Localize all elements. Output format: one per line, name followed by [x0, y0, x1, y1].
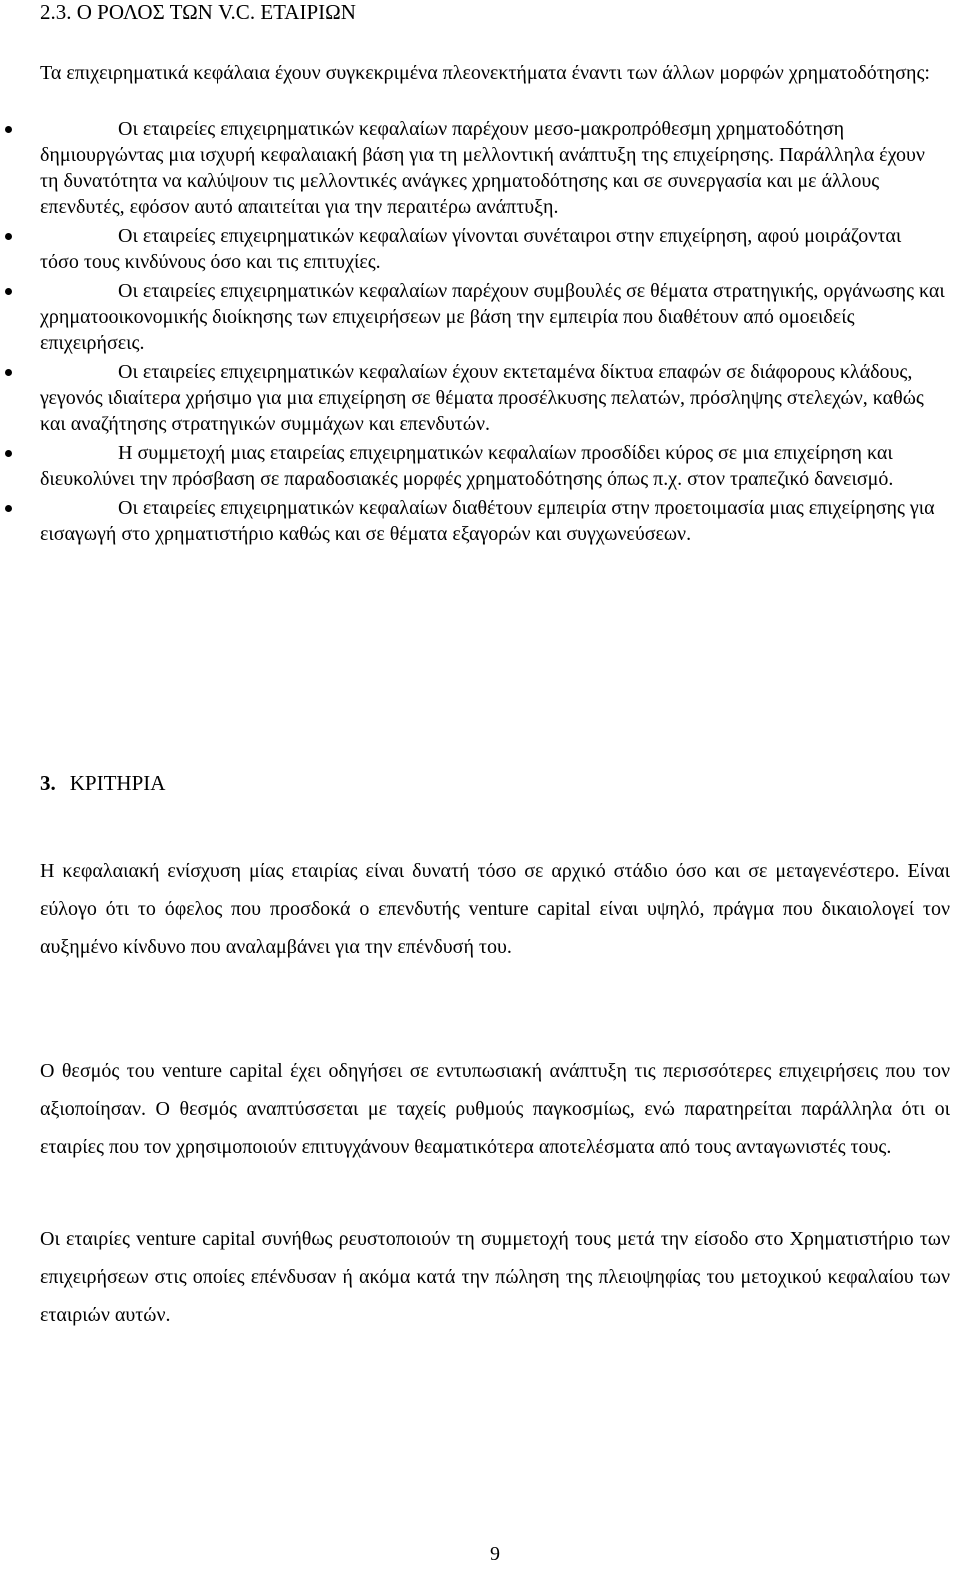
section-title: 2.3. Ο ΡΟΛΟΣ ΤΩΝ V.C. ΕΤΑΙΡΙΩΝ [40, 0, 356, 24]
bullet-dot-icon [5, 233, 12, 240]
list-item-text: Οι εταιρείες επιχειρηματικών κεφαλαίων γίνονται συνέταιροι στην επιχείρηση, αφού μοιράζονται τόσο τους κινδύνους όσο και τις επιτυχίες. [40, 225, 902, 273]
list-item-text: Οι εταιρείες επιχειρηματικών κεφαλαίων παρέχουν μεσο-μακροπρόθεσμη χρηματοδότηση δημιουργώντας μια ισχυρή κεφαλαιακή βάση για τη μελλοντική ανάπτυξη της επιχείρησης. Παράλληλα έχουν τη δυνατότητα να καλύψουν τις μελλοντικές ανάγκες χρηματοδότησης και σε συνεργασία και με άλλους επενδυτές, εφόσον αυτό απαιτείται για την περαιτέρω ανάπτυξη. [40, 118, 925, 218]
bullet-dot-icon [5, 450, 12, 457]
list-item [40, 495, 945, 547]
bullet-dot-icon [5, 288, 12, 295]
body-paragraph: Η κεφαλαιακή ενίσχυση μίας εταιρίας είναι δυνατή τόσο σε αρχικό στάδιο όσο και σε μεταγενέστερο. Είναι εύλογο ότι το όφελος που προσδοκά ο επενδυτής venture capital είναι υψηλό, πράγμα που δικαιολογεί τον αυξημένο κίνδυνο που αναλαμβάνει για την επένδυσή του. [40, 860, 950, 958]
bullet-dot-icon [5, 126, 12, 133]
advantages-list [40, 116, 945, 550]
list-item [40, 278, 945, 356]
section-heading-title: ΚΡΙΤΗΡΙΑ [69, 771, 166, 795]
bullet-dot-icon [5, 505, 12, 512]
list-item-text: Οι εταιρείες επιχειρηματικών κεφαλαίων παρέχουν συμβουλές σε θέματα στρατηγικής, οργάνωσης και χρηματοοικονομικής διοίκησης των επιχειρήσεων με βάση την εμπειρία που διαθέτουν από ομοειδείς επιχειρήσεις. [40, 280, 945, 354]
list-item-text: Η συμμετοχή μιας εταιρείας επιχειρηματικών κεφαλαίων προσδίδει κύρος σε μια επιχείρηση και διευκολύνει την πρόσβαση σε παραδοσιακές μορφές χρηματοδότησης όπως π.χ. στον τραπεζικό δανεισμό. [40, 442, 894, 490]
section-heading-criteria [40, 770, 165, 796]
list-item [40, 223, 945, 275]
list-item [40, 359, 945, 437]
list-item-text: Οι εταιρείες επιχειρηματικών κεφαλαίων διαθέτουν εμπειρία στην προετοιμασία μιας επιχείρησης για εισαγωγή στο χρηματιστήριο καθώς και σε θέματα εξαγορών και συγχωνεύσεων. [40, 497, 935, 545]
intro-paragraph: Τα επιχειρηματικά κεφάλαια έχουν συγκεκριμένα πλεονεκτήματα έναντι των άλλων μορφών χρηματοδότησης: [40, 62, 930, 84]
body-paragraph: Οι εταιρίες venture capital συνήθως ρευστοποιούν τη συμμετοχή τους μετά την είσοδο στο Χρηματιστήριο των επιχειρήσεων στις οποίες επένδυσαν ή ακόμα κατά την πώληση της πλειοψηφίας του μετοχικού κεφαλαίου των εταιριών αυτών. [40, 1228, 950, 1326]
list-item [40, 440, 945, 492]
section-number: 3. [40, 771, 56, 795]
list-item [40, 116, 945, 220]
page-number: 9 [490, 1543, 500, 1565]
list-item-text: Οι εταιρείες επιχειρηματικών κεφαλαίων έχουν εκτεταμένα δίκτυα επαφών σε διάφορους κλάδους, γεγονός ιδιαίτερα χρήσιμο για μια επιχείρηση σε θέματα προσέλκυσης πελατών, πρόσληψης στελεχών, καθώς και αναζήτησης στρατηγικών συμμάχων και επενδυτών. [40, 361, 924, 435]
body-paragraph: Ο θεσμός του venture capital έχει οδηγήσει σε εντυπωσιακή ανάπτυξη τις περισσότερες επιχειρήσεις που τον αξιοποίησαν. Ο θεσμός αναπτύσσεται με ταχείς ρυθμούς παγκοσμίως, ενώ παρατηρείται παράλληλα ότι οι εταιρίες που τον χρησιμοποιούν επιτυγχάνουν θεαματικότερα αποτελέσματα από τους ανταγωνιστές τους. [40, 1060, 950, 1158]
bullet-dot-icon [5, 369, 12, 376]
